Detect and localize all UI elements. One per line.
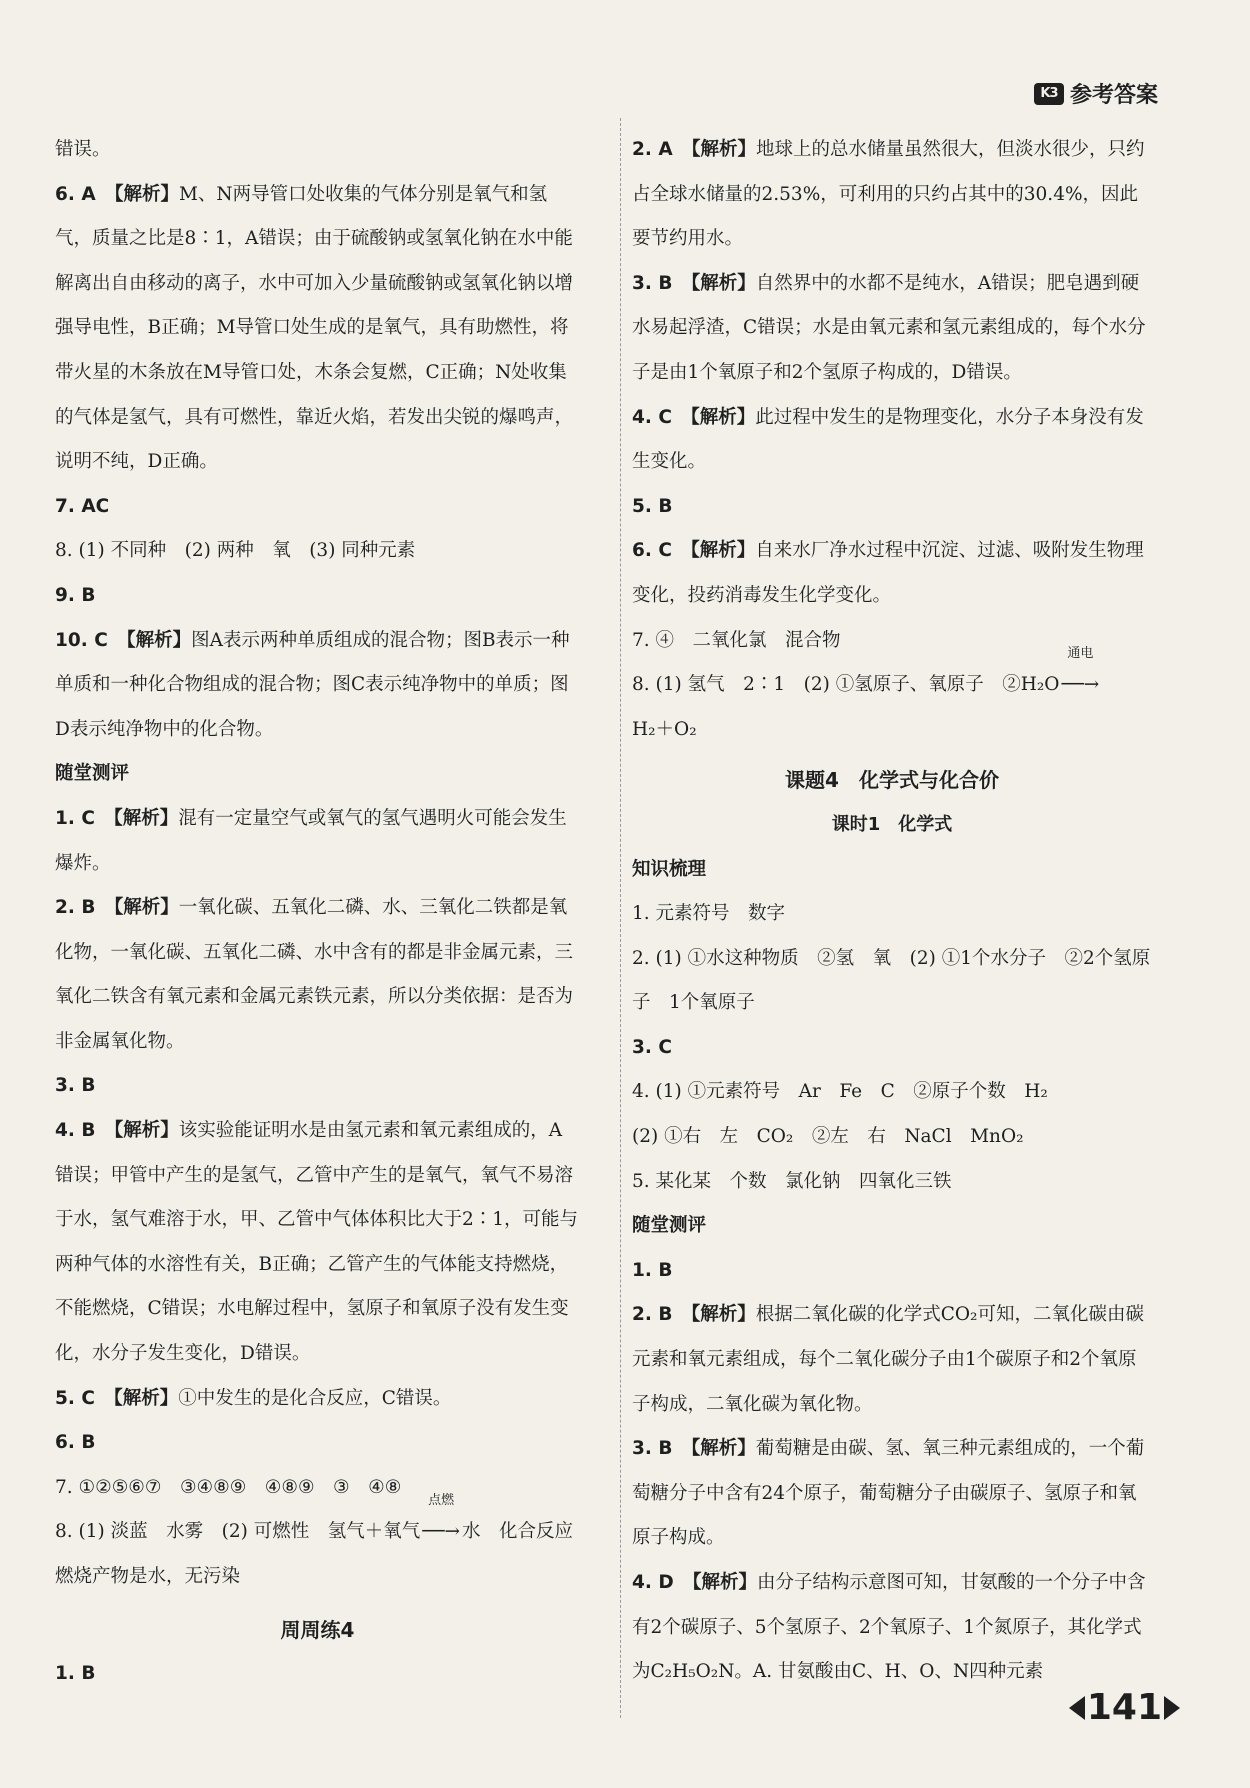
quiz-2: 2. B 【解析】一氧化碳、五氧化二磷、水、三氧化二铁都是氧化物，一氧化碳、五氧化二磷、水中含有的都是非金属元素，三氧化二铁含有氧元素和金属元素铁元素，所以分类依据：是否为非金属氧化物。 — [55, 897, 574, 1052]
jiexi-label: 【解析】 — [113, 1120, 179, 1142]
answer-10: 10. C 【解析】图A表示两种单质组成的混合物；图B表示一种单质和一种化合物组成的混合物；图C表示纯净物中的单质；图D表示纯净物中的化合物。 — [55, 629, 570, 740]
jiexi-label: 【解析】 — [113, 897, 179, 919]
jiexi-label: 【解析】 — [690, 406, 756, 428]
next-arrow-icon — [1164, 1696, 1180, 1720]
quiz-r4: 4. D 【解析】由分子结构示意图可知，甘氨酸的一个分子中含有2个碳原子、5个氢原子、2个氧原子、1个氮原子，其化学式为C₂H₅O₂N。A. 甘氨酸由C、H、O、N四种元素 — [632, 1572, 1146, 1683]
page-number: 141 — [1069, 1687, 1180, 1728]
header-title: 参考答案 — [1069, 83, 1158, 108]
weekly-1: 1. B — [55, 1663, 96, 1685]
jiexi-label: 【解析】 — [692, 1572, 757, 1593]
answer-7: 7. AC — [55, 495, 110, 517]
jiexi-label: 【解析】 — [690, 1304, 756, 1326]
prev-arrow-icon — [1069, 1696, 1085, 1720]
lesson-title: 课时1 化学式 — [831, 813, 953, 835]
answer-r4: 4. C 【解析】此过程中发生的是物理变化，水分子本身没有发生变化。 — [632, 406, 1144, 473]
quiz-3: 3. B — [55, 1075, 96, 1097]
answer-9: 9. B — [55, 584, 96, 606]
quiz-r3: 3. B 【解析】葡萄糖是由碳、氢、氧三种元素组成的，一个葡萄糖分子中含有24个原子，葡萄糖分子由碳原子、氢原子和氧原子构成。 — [632, 1438, 1145, 1549]
column-divider — [620, 118, 621, 1718]
answer-r5: 5. B — [632, 495, 673, 517]
jiexi-label: 【解析】 — [114, 183, 179, 205]
brand-logo-icon: K3 — [1034, 83, 1064, 105]
knowledge-1: 1. 元素符号 数字 — [632, 903, 786, 925]
answer-r8: 8. (1) 氢气 2∶1 (2) ①氢原子、氧原子 ②H₂O 通电 ──→ H₂＋O₂ — [632, 646, 1100, 740]
jiexi-label: 【解析】 — [690, 1438, 756, 1460]
quiz-1: 1. C 【解析】混有一定量空气或氧气的氢气遇明火可能会发生爆炸。 — [55, 807, 567, 874]
knowledge-2: 2. (1) ①水这种物质 ②氢 氧 (2) ①1个水分子 ②2个氢原子 1个氧原子 — [632, 947, 1151, 1014]
quiz-7: 7. ①②⑤⑥⑦ ③④⑧⑨ ④⑧⑨ ③ ④⑧ — [55, 1476, 402, 1498]
answer-8: 8. (1) 不同种 (2) 两种 氧 (3) 同种元素 — [55, 540, 416, 562]
answer-r2: 2. A 【解析】地球上的总水储量虽然很大，但淡水很少，只约占全球水储量的2.53%，可利用的只约占其中的30.4%，因此要节约用水。 — [632, 139, 1145, 250]
jiexi-label: 【解析】 — [690, 540, 756, 562]
left-column — [55, 128, 592, 1697]
topic-title: 课题4 化学式与化合价 — [785, 768, 999, 793]
quiz-r1: 1. B — [632, 1259, 673, 1281]
reaction-arrow-icon: 点燃 ──→ — [422, 1493, 460, 1543]
reaction-arrow-icon: 通电 ──→ — [1061, 646, 1100, 696]
answer-r6: 6. C 【解析】自来水厂净水过程中沉淀、过滤、吸附发生物理变化，投药消毒发生化学变化。 — [632, 540, 1144, 606]
jiexi-label: 【解析】 — [126, 629, 192, 651]
answer-r7: 7. ④ 二氧化氯 混合物 — [632, 629, 841, 651]
page-header — [1034, 78, 1158, 109]
quiz-6: 6. B — [55, 1432, 96, 1454]
knowledge-3: 3. C — [632, 1036, 672, 1058]
answer-6: 6. A 【解析】M、N两导管口处收集的气体分别是氧气和氢气，质量之比是8∶1，A错误；由于硫酸钠或氢氧化钠在水中能解离出自由移动的离子，水中可加入少量硫酸钠或氢氧化钠以增强导电性，B正确；M导管口处生成的是氧气，具有助燃性，将带火星的木条放在M导管口处，木条会复燃，C正确；N处收集的气体是氢气，具有可燃性，靠近火焰，若发出尖锐的爆鸣声，说明不纯，D正确。 — [55, 183, 574, 473]
jiexi-label: 【解析】 — [113, 807, 179, 829]
quiz-8: 8. (1) 淡蓝 水雾 (2) 可燃性 氢气＋氧气 点燃 ──→ 水 化合反应 燃烧产物是水，无污染 — [55, 1493, 592, 1587]
answer-r3: 3. B 【解析】自然界中的水都不是纯水，A错误；肥皂遇到硬水易起浮渣，C错误；水是由氧元素和氢元素组成的，每个水分子是由1个氧原子和2个氢原子构成的，D错误。 — [632, 272, 1146, 383]
jiexi-label: 【解析】 — [690, 272, 756, 294]
jiexi-label: 【解析】 — [691, 139, 756, 160]
section-heading: 随堂测评 — [632, 1215, 707, 1237]
knowledge-5: 5. 某化某 个数 氯化钠 四氧化三铁 — [632, 1170, 952, 1192]
quiz-r2: 2. B 【解析】根据二氧化碳的化学式CO₂可知，二氧化碳由碳元素和氧元素组成，每个二氧化碳分子由1个碳原子和2个氧原子构成，二氧化碳为氧化物。 — [632, 1304, 1144, 1415]
quiz-4: 4. B 【解析】该实验能证明水是由氢元素和氧元素组成的，A错误；甲管中产生的是氢气，乙管中产生的是氧气，氧气不易溶于水，氢气难溶于水，甲、乙管中气体体积比大于2∶1，可能与两种气体的水溶性有关，B正确；乙管产生的气体能支持燃烧，不能燃烧，C错误；水电解过程中，氢原子和氧原子没有发生变化，水分子发生变化，D错误。 — [55, 1120, 579, 1365]
jiexi-label: 【解析】 — [113, 1387, 179, 1409]
section-title: 周周练4 — [280, 1617, 355, 1642]
knowledge-4b: (2) ①右 左 CO₂ ②左 右 NaCl MnO₂ — [632, 1126, 1024, 1148]
section-heading: 随堂测评 — [55, 763, 130, 785]
section-heading: 知识梳理 — [632, 858, 707, 880]
right-column — [632, 128, 1152, 1695]
answer-line: 错误。 — [55, 139, 111, 160]
quiz-5: 5. C 【解析】①中发生的是化合反应，C错误。 — [55, 1387, 452, 1409]
knowledge-4a: 4. (1) ①元素符号 Ar Fe C ②原子个数 H₂ — [632, 1081, 1048, 1103]
